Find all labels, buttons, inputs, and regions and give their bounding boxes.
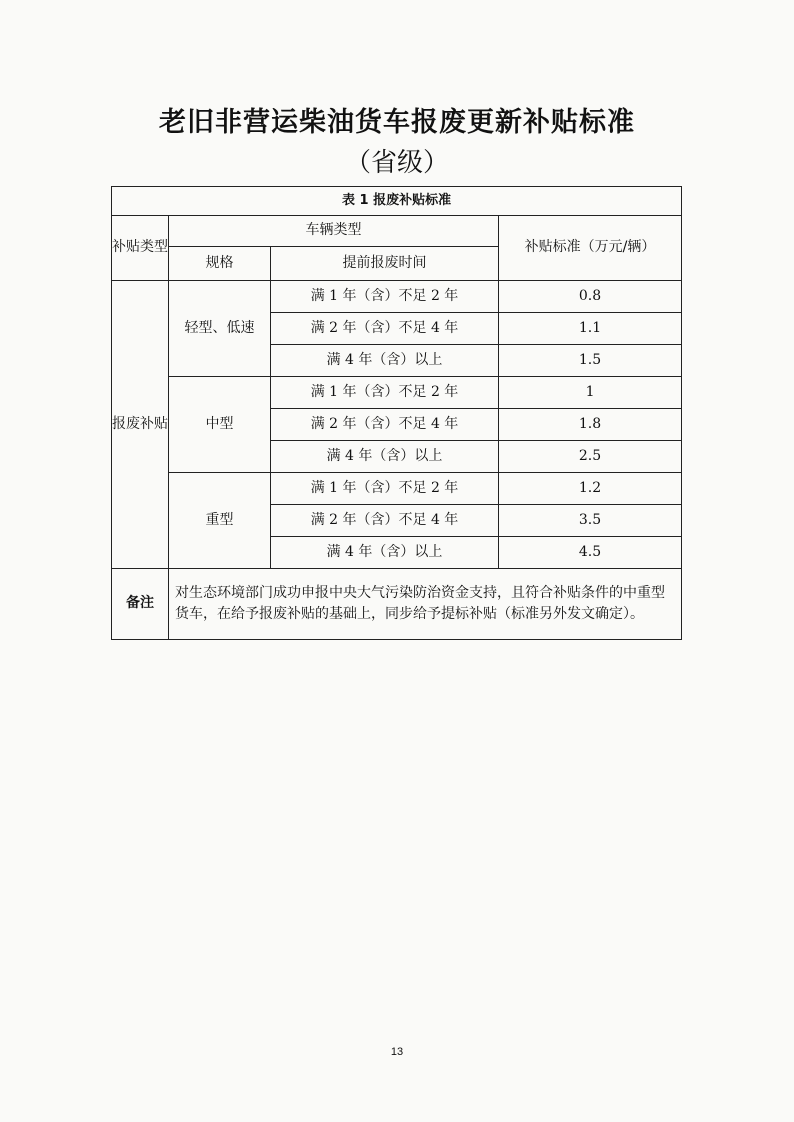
value-cell: 3.5 <box>499 505 682 537</box>
header-subsidy-type: 补贴类型 <box>112 216 169 281</box>
time-cell: 满 2 年（含）不足 4 年 <box>271 505 499 537</box>
header-early-scrap-time: 提前报废时间 <box>271 247 499 281</box>
value-cell: 0.8 <box>499 281 682 313</box>
spec-cell: 中型 <box>169 377 271 473</box>
note-label: 备注 <box>112 569 169 640</box>
time-cell: 满 1 年（含）不足 2 年 <box>271 377 499 409</box>
subsidy-standard-table <box>111 186 682 640</box>
document-title: 老旧非营运柴油货车报废更新补贴标准 <box>159 107 635 138</box>
value-cell: 1.5 <box>499 345 682 377</box>
table-row <box>112 473 682 505</box>
time-cell: 满 2 年（含）不足 4 年 <box>271 313 499 345</box>
header-standard: 补贴标准（万元/辆） <box>499 216 682 281</box>
time-cell: 满 1 年（含）不足 2 年 <box>271 281 499 313</box>
value-cell: 4.5 <box>499 537 682 569</box>
note-text: 对生态环境部门成功申报中央大气污染防治资金支持，且符合补贴条件的中重型货车，在给予报废补贴的基础上，同步给予提标补贴（标准另外发文确定）。 <box>169 569 682 640</box>
table-caption: 表 1 报废补贴标准 <box>112 187 682 216</box>
time-cell: 满 4 年（含）以上 <box>271 441 499 473</box>
document-subtitle: （省级） <box>344 148 449 178</box>
value-cell: 1.2 <box>499 473 682 505</box>
header-vehicle-type: 车辆类型 <box>169 216 499 247</box>
row-group-label: 报废补贴 <box>112 281 169 569</box>
page-number: 13 <box>390 1046 404 1058</box>
time-cell: 满 2 年（含）不足 4 年 <box>271 409 499 441</box>
value-cell: 1.1 <box>499 313 682 345</box>
value-cell: 1.8 <box>499 409 682 441</box>
time-cell: 满 4 年（含）以上 <box>271 537 499 569</box>
header-spec: 规格 <box>169 247 271 281</box>
value-cell: 2.5 <box>499 441 682 473</box>
spec-cell: 重型 <box>169 473 271 569</box>
spec-cell: 轻型、低速 <box>169 281 271 377</box>
table-row <box>112 377 682 409</box>
value-cell: 1 <box>499 377 682 409</box>
time-cell: 满 1 年（含）不足 2 年 <box>271 473 499 505</box>
time-cell: 满 4 年（含）以上 <box>271 345 499 377</box>
table-row <box>112 281 682 313</box>
